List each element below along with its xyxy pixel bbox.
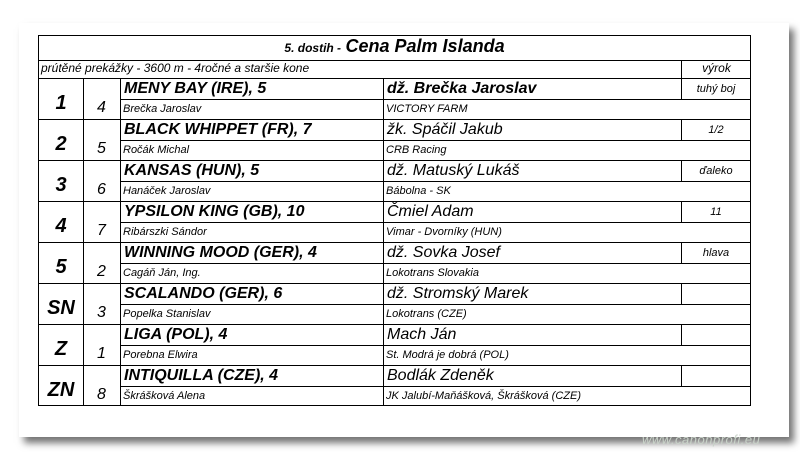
verdict-value: 11: [681, 201, 750, 223]
finish-position: ZN: [47, 379, 75, 401]
trainer-name: Ribárszki Sándor: [120, 223, 383, 242]
start-number: 3: [83, 283, 119, 324]
jockey-name: Bodlák Zdeněk: [383, 365, 681, 387]
trainer-name: Škrášková Alena: [120, 387, 383, 406]
start-number: 4: [83, 78, 119, 119]
horse-name: SCALANDO (GER), 6: [120, 283, 383, 305]
race-title: [39, 36, 750, 61]
start-number: 5: [83, 119, 119, 160]
race-conditions: prútěné prekážky - 3600 m - 4ročné a staršie kone: [41, 61, 310, 75]
start-number: 6: [83, 160, 119, 201]
race-conditions-row: [39, 60, 750, 79]
jockey-name: dž. Sovka Josef: [383, 242, 681, 264]
race-number: 5. dostih -: [284, 41, 342, 55]
verdict-value: [681, 365, 750, 387]
verdict-value: 1/2: [681, 119, 750, 141]
race-name: Cena Palm Islanda: [345, 36, 505, 56]
verdict-value: [681, 283, 750, 305]
start-number: 8: [83, 365, 119, 406]
trainer-name: Ročák Michal: [120, 141, 383, 160]
entry-row: [39, 283, 750, 325]
owner-name: JK Jalubí-Maňášková, Škrášková (CZE): [383, 387, 681, 406]
finish-position: 3: [55, 174, 67, 196]
finish-position: Z: [54, 338, 68, 360]
start-number: 1: [83, 324, 119, 365]
finish-position: 5: [55, 256, 67, 278]
owner-name: Lokotrans (CZE): [383, 305, 681, 324]
horse-name: LIGA (POL), 4: [120, 324, 383, 346]
jockey-name: dž. Brečka Jaroslav: [383, 78, 681, 100]
verdict-value: [681, 324, 750, 346]
verdict-value: hlava: [681, 242, 750, 264]
horse-name: INTIQUILLA (CZE), 4: [120, 365, 383, 387]
results-table: [38, 35, 751, 406]
finish-position: 2: [55, 133, 67, 155]
entry-row: [39, 324, 750, 366]
jockey-name: dž. Matuský Lukáš: [383, 160, 681, 182]
finish-position: 4: [55, 215, 67, 237]
entry-row: [39, 78, 750, 120]
jockey-name: Mach Ján: [383, 324, 681, 346]
finish-position: 1: [55, 92, 67, 114]
owner-name: Vimar - Dvorníky (HUN): [383, 223, 681, 242]
horse-name: BLACK WHIPPET (FR), 7: [120, 119, 383, 141]
jockey-name: Čmiel Adam: [383, 201, 681, 223]
horse-name: MENY BAY (IRE), 5: [120, 78, 383, 100]
entry-row: [39, 160, 750, 202]
trainer-name: Hanáček Jaroslav: [120, 182, 383, 201]
verdict-header: výrok: [681, 61, 751, 78]
entry-row: [39, 365, 750, 406]
owner-name: CRB Racing: [383, 141, 681, 160]
start-number: 7: [83, 201, 119, 242]
horse-name: KANSAS (HUN), 5: [120, 160, 383, 182]
verdict-value: tuhý boj: [681, 78, 750, 100]
trainer-name: Brečka Jaroslav: [120, 100, 383, 119]
horse-name: YPSILON KING (GB), 10: [120, 201, 383, 223]
trainer-name: Cagáň Ján, Ing.: [120, 264, 383, 283]
entry-row: [39, 201, 750, 243]
watermark: www.canonprofi.eu: [642, 432, 761, 447]
entry-row: [39, 119, 750, 161]
owner-name: VICTORY FARM: [383, 100, 681, 119]
horse-name: WINNING MOOD (GER), 4: [120, 242, 383, 264]
jockey-name: žk. Spáčil Jakub: [383, 119, 681, 141]
trainer-name: Popelka Stanislav: [120, 305, 383, 324]
owner-name: Lokotrans Slovakia: [383, 264, 681, 283]
verdict-value: ďaleko: [681, 160, 750, 182]
owner-name: Bábolna - SK: [383, 182, 681, 201]
trainer-name: Porebna Elwira: [120, 346, 383, 365]
entry-row: [39, 242, 750, 284]
finish-position: SN: [47, 297, 75, 319]
start-number: 2: [83, 242, 119, 283]
jockey-name: dž. Stromský Marek: [383, 283, 681, 305]
owner-name: St. Modrá je dobrá (POL): [383, 346, 681, 365]
